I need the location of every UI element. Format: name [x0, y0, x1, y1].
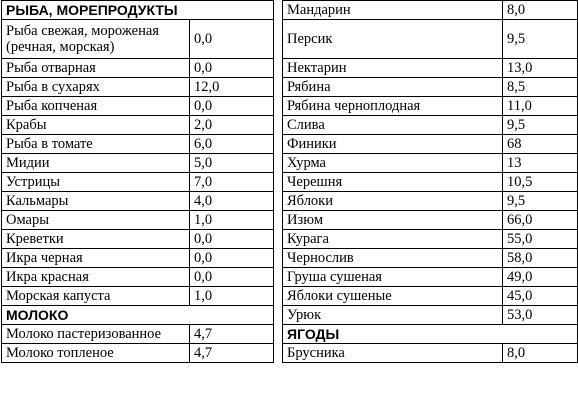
product-value: 8,5: [503, 78, 578, 97]
product-value: 9,5: [503, 192, 578, 211]
column-gap: [274, 325, 283, 344]
column-gap: [274, 173, 283, 192]
product-name: Рябина: [283, 78, 503, 97]
product-name: Рыба в томате: [2, 135, 190, 154]
table-row: [2, 20, 578, 59]
product-value: 9,5: [503, 116, 578, 135]
table-body: [2, 1, 578, 363]
product-value: 2,0: [190, 116, 274, 135]
product-value: 11,0: [503, 97, 578, 116]
column-gap: [274, 78, 283, 97]
section-header: ЯГОДЫ: [283, 325, 578, 344]
product-name: Икра черная: [2, 249, 190, 268]
product-value: 68: [503, 135, 578, 154]
product-value: 0,0: [190, 20, 274, 59]
table-row: [2, 211, 578, 230]
column-gap: [274, 268, 283, 287]
column-gap: [274, 20, 283, 59]
product-name: Нектарин: [283, 59, 503, 78]
table-row: [2, 116, 578, 135]
table-row: [2, 230, 578, 249]
product-value: 1,0: [190, 287, 274, 306]
column-gap: [274, 116, 283, 135]
product-value: 6,0: [190, 135, 274, 154]
section-header: РЫБА, МОРЕПРОДУКТЫ: [2, 1, 274, 20]
table-row: [2, 325, 578, 344]
product-value: 13,0: [503, 59, 578, 78]
product-value: 0,0: [190, 249, 274, 268]
product-name: Молоко пастеризованное: [2, 325, 190, 344]
product-value: 4,7: [190, 344, 274, 363]
product-value: 9,5: [503, 20, 578, 59]
table-row: [2, 59, 578, 78]
product-value: 8,0: [503, 1, 578, 20]
product-name: Слива: [283, 116, 503, 135]
product-name: Чернослив: [283, 249, 503, 268]
product-value: 5,0: [190, 154, 274, 173]
product-value: 0,0: [190, 59, 274, 78]
product-value: 53,0: [503, 306, 578, 325]
table-row: [2, 192, 578, 211]
table-row: [2, 249, 578, 268]
product-name: Яблоки сушеные: [283, 287, 503, 306]
product-value: 4,0: [190, 192, 274, 211]
product-name: Рябина черноплодная: [283, 97, 503, 116]
product-value: 0,0: [190, 97, 274, 116]
product-value: 8,0: [503, 344, 578, 363]
product-name: Брусника: [283, 344, 503, 363]
product-value: 13: [503, 154, 578, 173]
table-row: [2, 268, 578, 287]
table-row: [2, 173, 578, 192]
column-gap: [274, 249, 283, 268]
table-row: [2, 1, 578, 20]
product-name: Молоко топленое: [2, 344, 190, 363]
table-row: [2, 306, 578, 325]
column-gap: [274, 287, 283, 306]
product-name: Кальмары: [2, 192, 190, 211]
product-name: Омары: [2, 211, 190, 230]
table-row: [2, 154, 578, 173]
product-value: 0,0: [190, 230, 274, 249]
product-name: Крабы: [2, 116, 190, 135]
product-name: Финики: [283, 135, 503, 154]
section-header: МОЛОКО: [2, 306, 274, 325]
product-value: 10,5: [503, 173, 578, 192]
column-gap: [274, 306, 283, 325]
product-name: Урюк: [283, 306, 503, 325]
nutrition-table: [1, 0, 578, 363]
product-name: Икра красная: [2, 268, 190, 287]
column-gap: [274, 97, 283, 116]
column-gap: [274, 1, 283, 20]
product-value: 66,0: [503, 211, 578, 230]
product-name: Черешня: [283, 173, 503, 192]
product-name: Мидии: [2, 154, 190, 173]
column-gap: [274, 344, 283, 363]
product-value: 45,0: [503, 287, 578, 306]
table-row: [2, 344, 578, 363]
column-gap: [274, 211, 283, 230]
product-value: 55,0: [503, 230, 578, 249]
product-name: Креветки: [2, 230, 190, 249]
column-gap: [274, 230, 283, 249]
table-row: [2, 287, 578, 306]
product-value: 0,0: [190, 268, 274, 287]
product-value: 49,0: [503, 268, 578, 287]
product-name: Рыба копченая: [2, 97, 190, 116]
product-value: 12,0: [190, 78, 274, 97]
product-name: Персик: [283, 20, 503, 59]
product-name: Мандарин: [283, 1, 503, 20]
column-gap: [274, 59, 283, 78]
product-name: Устрицы: [2, 173, 190, 192]
product-name: Морская капуста: [2, 287, 190, 306]
table-row: [2, 135, 578, 154]
product-name: Яблоки: [283, 192, 503, 211]
product-name: Курага: [283, 230, 503, 249]
product-value: 58,0: [503, 249, 578, 268]
column-gap: [274, 192, 283, 211]
product-value: 4,7: [190, 325, 274, 344]
product-name: Хурма: [283, 154, 503, 173]
product-name: Рыба свежая, мороженая (речная, морская): [2, 20, 190, 59]
column-gap: [274, 135, 283, 154]
product-value: 1,0: [190, 211, 274, 230]
column-gap: [274, 154, 283, 173]
product-name: Груша сушеная: [283, 268, 503, 287]
table-row: [2, 97, 578, 116]
table-row: [2, 78, 578, 97]
product-name: Изюм: [283, 211, 503, 230]
product-name: Рыба в сухарях: [2, 78, 190, 97]
product-name: Рыба отварная: [2, 59, 190, 78]
product-value: 7,0: [190, 173, 274, 192]
